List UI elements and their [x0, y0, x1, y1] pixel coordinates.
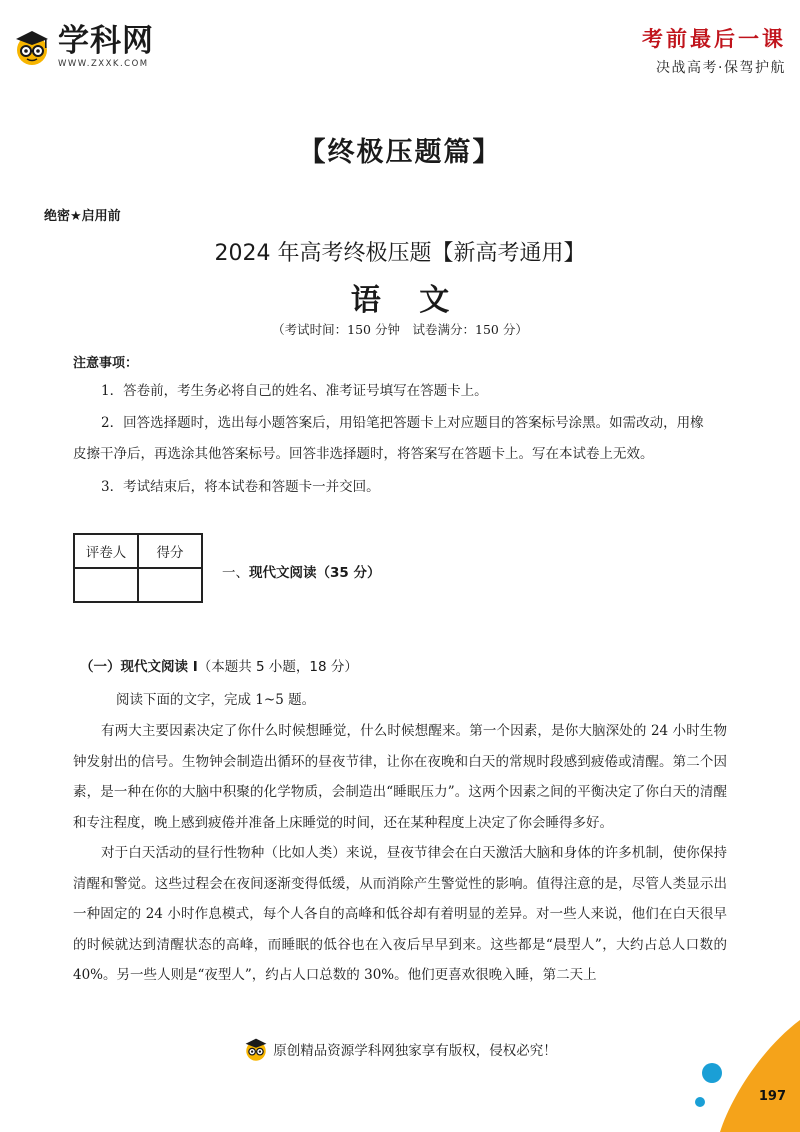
logo-title: 学科网 — [58, 23, 154, 59]
grader-cell — [74, 568, 138, 602]
score-table — [73, 533, 203, 603]
xuekewang-logo[interactable] — [12, 24, 154, 69]
notice-item — [73, 413, 733, 433]
notice-item-text: 3．考试结束后，将本试卷和答题卡一并交回。 — [101, 479, 380, 495]
score-table-header-grader: 评卷人 — [74, 534, 138, 568]
notice-item-text: 2．回答选择题时，选出每小题答案后，用铅笔把答题卡上对应题目的答案标号涂黑。如需改动，用橡 — [101, 415, 704, 431]
score-table-header-score: 得分 — [138, 534, 202, 568]
question-label: （一）现代文阅读 I — [80, 659, 198, 675]
subject-title: 语 文 — [350, 283, 450, 318]
copyright-notice: 原创精品资源学科网独家享有版权，侵权必究！ — [273, 1043, 557, 1059]
notice-item — [73, 381, 733, 401]
slogan-sub: 决战高考·保驾护航 — [656, 60, 786, 76]
notice-title: 注意事项： — [73, 356, 139, 371]
question-meta: （本题共 5 小题，18 分） — [197, 659, 358, 675]
score-cell — [138, 568, 202, 602]
page-banner: 【终极压题篇】 — [298, 137, 502, 168]
passage-paragraph: 有两大主要因素决定了你什么时候想睡觉，什么时候想醒来。第一个因素，是你大脑深处的 24 小时生物钟发射出的信号。生物钟会制造出循环的昼夜节律，让你在夜晚和白天的常规时段感到疲倦或清醒。第二个因素，是一种在你的大脑中积聚的化学物质，会制造出“睡眠压力”。这两个因素之间的平衡决定了你白天的清醒和专注程度，晚上感到疲倦并准备上床睡觉的时间，还在某种程度上决定了你会睡得多好。 — [73, 723, 727, 831]
exam-title: 2024 年高考终极压题【新高考通用】 — [214, 241, 586, 266]
reading-passage — [73, 716, 727, 991]
logo-url: WWW.ZXXK.COM — [58, 59, 149, 69]
corner-decoration — [690, 1020, 800, 1132]
section-title: 现代文阅读（35 分） — [249, 565, 381, 581]
slogan-main: 考前最后一课 — [642, 26, 786, 51]
mascot-icon — [12, 27, 52, 67]
notice-item-text: 皮擦干净后，再选涂其他答案标号。回答非选择题时，将答案写在答题卡上。写在本试卷上无效。 — [73, 446, 654, 462]
secret-label: 绝密★启用前 — [44, 209, 121, 224]
passage-paragraph: 对于白天活动的昼行性物种（比如人类）来说，昼夜节律会在白天激活大脑和身体的许多机制，使你保持清醒和警觉。这些过程会在夜间逐渐变得低缓，从而消除产生警觉性的影响。值得注意的是，尽管人类显示出一种固定的 24 小时作息模式，每个人各自的高峰和低谷却有着明显的差异。对一些人来说，他们在白天很早的时候就达到清醒状态的高峰，而睡眠的低谷也在入夜后早早到来。这些都是“晨型人”，大约占总人口数的 40%。另一些人则是“夜型人”，约占人口总数的 30%。他们更喜欢很晚入睡，第二天上 — [73, 845, 727, 983]
slogan — [642, 26, 786, 77]
notice-item — [73, 477, 733, 497]
section-prefix: 一、 — [222, 565, 249, 581]
exam-info: （考试时间：150 分钟 试卷满分：150 分） — [272, 322, 528, 337]
notice-item — [73, 444, 733, 464]
footer — [0, 1036, 800, 1062]
question-instruction: 阅读下面的文字，完成 1~5 题。 — [116, 692, 316, 708]
question-heading — [80, 655, 358, 675]
page-number: 197 — [758, 1089, 786, 1104]
notice-item-text: 1．答卷前，考生务必将自己的姓名、准考证号填写在答题卡上。 — [101, 383, 488, 399]
section-heading — [222, 561, 381, 581]
mascot-icon — [243, 1036, 269, 1062]
